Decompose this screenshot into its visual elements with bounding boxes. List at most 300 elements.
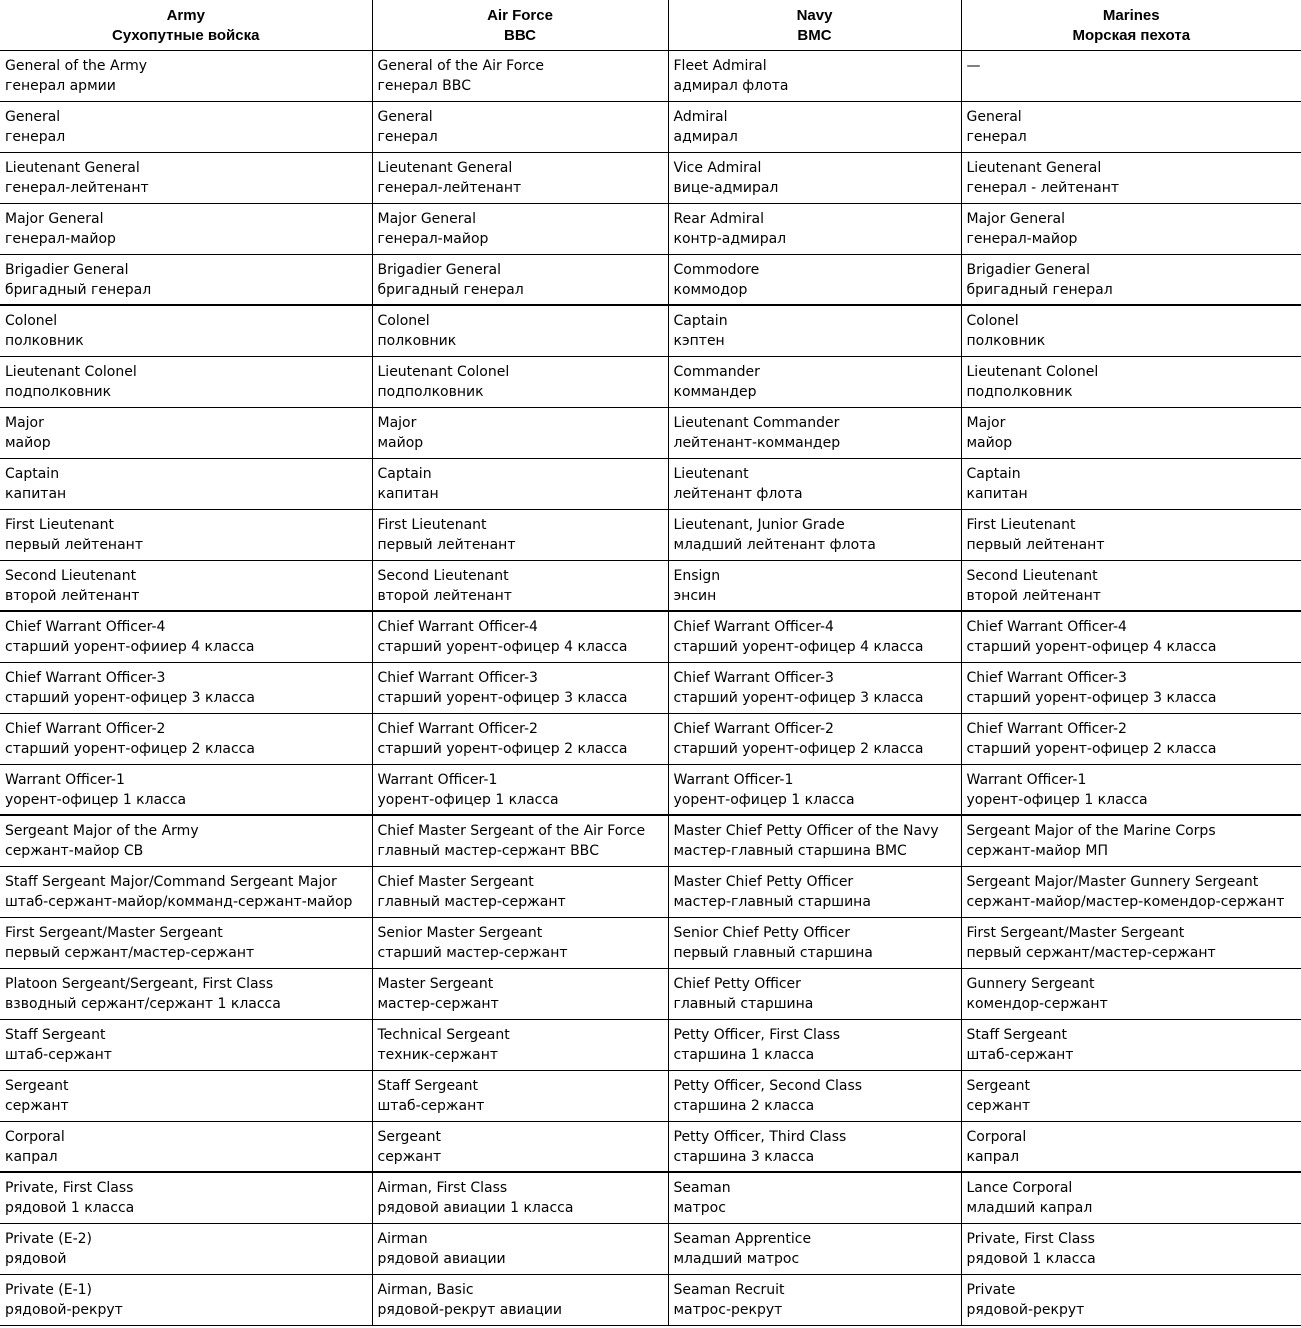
rank-name-en: General: [377, 108, 433, 125]
rank-name-en: Senior Master Sergeant: [377, 924, 543, 941]
rank-cell-army: [0, 1172, 372, 1223]
rank-name-en: Chief Warrant Officer-4: [5, 619, 166, 635]
rank-cell-marines: [961, 458, 1301, 509]
rank-name-en: General of the Air Force: [377, 57, 545, 74]
rank-cell-marines: [961, 152, 1301, 203]
rank-cell-marines: [961, 305, 1301, 356]
rank-name-ru: майор: [966, 434, 1013, 451]
rank-cell-army: [0, 305, 372, 356]
rank-name-en: Chief Warrant Officer-3: [377, 669, 538, 686]
rank-name-en: Second Lieutenant: [377, 567, 509, 584]
rank-name-ru: рядовой: [5, 1250, 67, 1267]
rank-name-ru: рядовой-рекрут: [966, 1301, 1085, 1318]
rank-name-ru: генерал-майор: [966, 230, 1078, 247]
rank-name-ru: сержант: [377, 1148, 442, 1165]
rank-name-en: General: [5, 108, 61, 125]
rank-name-ru: полковник: [377, 333, 457, 349]
rank-cell-air-force: [372, 764, 668, 815]
table-body: [0, 50, 1301, 1325]
rank-name-en: Lance Corporal: [966, 1180, 1073, 1196]
rank-name-en: Second Lieutenant: [5, 567, 137, 584]
column-header-en: Marines: [1102, 7, 1160, 24]
rank-cell-navy: [668, 611, 961, 662]
rank-name-ru: генерал: [5, 128, 66, 145]
rank-name-ru: уорент-офицер 1 класса: [377, 791, 559, 808]
table-row: [0, 356, 1301, 407]
rank-name-ru: старший уорент-офицер 4 класса: [377, 639, 628, 655]
rank-name-ru: первый сержант/мастер-сержант: [5, 944, 255, 961]
rank-name-en: Private, First Class: [966, 1230, 1095, 1247]
table-row: [0, 662, 1301, 713]
rank-name-ru: старшина 3 класса: [673, 1148, 815, 1165]
rank-name-ru: рядовой-рекрут: [5, 1301, 123, 1318]
rank-cell-marines: [961, 815, 1301, 866]
rank-name-en: Commodore: [673, 261, 760, 278]
rank-name-ru: рядовой авиации 1 класса: [377, 1200, 574, 1216]
rank-name-en: Warrant Officer-1: [966, 771, 1087, 788]
rank-name-en: Master Chief Petty Officer: [673, 873, 854, 890]
rank-cell-navy: [668, 560, 961, 611]
rank-cell-navy: [668, 1274, 961, 1325]
rank-name-ru: подполковник: [966, 383, 1073, 400]
rank-cell-marines: [961, 1070, 1301, 1121]
rank-cell-air-force: [372, 203, 668, 254]
rank-cell-marines: [961, 560, 1301, 611]
rank-cell-army: [0, 254, 372, 305]
rank-cell-marines: [961, 611, 1301, 662]
rank-cell-army: [0, 611, 372, 662]
rank-name-ru: генерал: [966, 128, 1027, 145]
rank-name-ru: взводный сержант/сержант 1 класса: [5, 995, 281, 1012]
rank-cell-air-force: [372, 458, 668, 509]
rank-name-en: Ensign: [673, 567, 721, 584]
column-header-army: [0, 0, 372, 50]
rank-name-en: Chief Master Sergeant: [377, 873, 534, 890]
rank-cell-air-force: [372, 1121, 668, 1172]
column-header-ru: ВВС: [504, 27, 536, 44]
rank-name-en: Seaman Apprentice: [673, 1230, 812, 1247]
rank-name-ru: главный мастер-сержант ВВС: [377, 843, 600, 859]
table-row: [0, 254, 1301, 305]
rank-name-ru: первый главный старшина: [673, 944, 873, 961]
rank-cell-army: [0, 152, 372, 203]
table-row: [0, 50, 1301, 101]
rank-cell-navy: [668, 1070, 961, 1121]
rank-cell-air-force: [372, 866, 668, 917]
rank-name-ru: сержант-майор/мастер-комендор-сержант: [966, 893, 1285, 910]
rank-name-en: Senior Chief Petty Officer: [673, 924, 850, 941]
rank-name-ru: генерал-лейтенант: [377, 179, 522, 196]
rank-name-en: Vice Admiral: [673, 159, 762, 176]
rank-cell-army: [0, 203, 372, 254]
rank-cell-marines: [961, 356, 1301, 407]
rank-name-ru: сержант-майор СВ: [5, 843, 144, 859]
rank-name-en: Brigadier General: [377, 261, 501, 278]
rank-cell-marines: [961, 662, 1301, 713]
rank-cell-army: [0, 356, 372, 407]
column-header-navy: [668, 0, 961, 50]
rank-cell-army: [0, 1070, 372, 1121]
rank-name-en: First Sergeant/Master Sergeant: [5, 924, 223, 941]
rank-name-en: First Sergeant/Master Sergeant: [966, 924, 1185, 941]
table-row: [0, 560, 1301, 611]
column-header-en: Army: [166, 7, 205, 24]
rank-name-en: Chief Warrant Officer-2: [5, 720, 166, 737]
rank-name-en: General of the Army: [5, 57, 148, 74]
rank-name-ru: майор: [377, 434, 424, 451]
rank-name-ru: младший лейтенант флота: [673, 536, 876, 553]
rank-name-ru: старший уорент-офицер 4 класса: [673, 639, 924, 655]
rank-name-en: Chief Warrant Officer-3: [966, 669, 1127, 686]
rank-name-ru: генерал-майор: [377, 230, 489, 247]
rank-name-en: Major General: [377, 210, 476, 227]
rank-name-ru: главный мастер-сержант: [377, 893, 566, 910]
rank-cell-marines: [961, 203, 1301, 254]
rank-name-ru: адмирал флота: [673, 77, 789, 94]
rank-cell-army: [0, 917, 372, 968]
rank-name-ru: старший уорент-офицер 2 класса: [377, 740, 628, 757]
rank-name-ru: генерал-майор: [5, 230, 116, 247]
rank-cell-navy: [668, 815, 961, 866]
rank-name-en: Second Lieutenant: [966, 567, 1098, 584]
rank-name-en: Colonel: [377, 313, 430, 329]
rank-name-ru: генерал: [377, 128, 438, 145]
rank-name-en: Chief Warrant Officer-4: [377, 619, 538, 635]
rank-name-en: Admiral: [673, 108, 728, 125]
rank-name-en: Warrant Officer-1: [673, 771, 794, 788]
rank-cell-air-force: [372, 1274, 668, 1325]
rank-name-en: Chief Petty Officer: [673, 975, 801, 992]
rank-cell-air-force: [372, 356, 668, 407]
rank-name-en: Chief Warrant Officer-4: [673, 619, 834, 635]
rank-name-ru: старший уорент-офицер 2 класса: [966, 740, 1217, 757]
table-row: [0, 1019, 1301, 1070]
rank-name-ru: второй лейтенант: [377, 587, 512, 604]
rank-name-en: Petty Officer, Third Class: [673, 1128, 847, 1145]
rank-name-en: —: [966, 57, 981, 74]
rank-cell-army: [0, 764, 372, 815]
table-row: [0, 764, 1301, 815]
rank-name-ru: сержант-майор МП: [966, 843, 1108, 859]
rank-name-ru: подполковник: [377, 383, 484, 400]
rank-name-ru: мастер-сержант: [377, 995, 499, 1012]
rank-cell-air-force: [372, 917, 668, 968]
table-row: [0, 968, 1301, 1019]
table-row: [0, 1172, 1301, 1223]
rank-cell-army: [0, 1019, 372, 1070]
rank-name-ru: генерал - лейтенант: [966, 179, 1120, 196]
rank-name-ru: капитан: [377, 485, 439, 502]
rank-cell-marines: [961, 407, 1301, 458]
rank-cell-navy: [668, 152, 961, 203]
rank-cell-marines: [961, 1019, 1301, 1070]
rank-name-ru: бригадный генерал: [966, 281, 1113, 298]
rank-name-en: Colonel: [966, 313, 1019, 329]
rank-name-ru: полковник: [5, 333, 84, 349]
column-header-ru: Морская пехота: [1072, 27, 1191, 44]
rank-name-en: Chief Warrant Officer-4: [966, 619, 1127, 635]
rank-name-ru: бригадный генерал: [5, 281, 152, 298]
rank-name-ru: старший уорент-офицер 3 класса: [5, 689, 255, 706]
table-row: [0, 407, 1301, 458]
rank-name-ru: уорент-офицер 1 класса: [966, 791, 1148, 808]
rank-name-en: Colonel: [5, 313, 58, 329]
rank-name-ru: старший уорент-офицер 2 класса: [5, 740, 255, 757]
rank-name-ru: первый лейтенант: [966, 536, 1105, 553]
rank-name-en: Chief Warrant Officer-2: [966, 720, 1127, 737]
rank-name-en: Staff Sergeant: [377, 1077, 479, 1094]
rank-cell-navy: [668, 305, 961, 356]
rank-cell-navy: [668, 1121, 961, 1172]
rank-cell-navy: [668, 1019, 961, 1070]
table-row: [0, 152, 1301, 203]
rank-cell-navy: [668, 356, 961, 407]
rank-name-ru: второй лейтенант: [5, 587, 140, 604]
table-row: [0, 509, 1301, 560]
rank-cell-air-force: [372, 1019, 668, 1070]
rank-name-en: Private: [966, 1281, 1016, 1298]
rank-name-en: Chief Warrant Officer-3: [5, 669, 166, 686]
rank-cell-air-force: [372, 1070, 668, 1121]
rank-name-ru: контр-адмирал: [673, 230, 787, 247]
rank-cell-air-force: [372, 713, 668, 764]
rank-name-ru: первый лейтенант: [377, 536, 516, 553]
rank-cell-army: [0, 1274, 372, 1325]
rank-name-en: Sergeant Major/Master Gunnery Sergeant: [966, 873, 1259, 890]
rank-name-ru: подполковник: [5, 383, 112, 400]
rank-cell-marines: [961, 917, 1301, 968]
rank-name-ru: старший уорент-офицер 4 класса: [966, 639, 1217, 655]
rank-name-ru: мастер-главный старшина ВМС: [673, 843, 907, 859]
rank-name-en: First Lieutenant: [5, 516, 115, 533]
rank-name-ru: капитан: [5, 485, 67, 502]
rank-cell-army: [0, 407, 372, 458]
table-row: [0, 203, 1301, 254]
rank-name-ru: уорент-офицер 1 класса: [673, 791, 855, 808]
rank-cell-army: [0, 101, 372, 152]
table-row: [0, 101, 1301, 152]
table-row: [0, 866, 1301, 917]
rank-cell-navy: [668, 1223, 961, 1274]
rank-name-ru: комендор-сержант: [966, 995, 1108, 1012]
rank-cell-air-force: [372, 254, 668, 305]
rank-name-en: Captain: [377, 465, 432, 482]
rank-cell-navy: [668, 203, 961, 254]
rank-name-en: Master Chief Petty Officer of the Navy: [673, 823, 939, 839]
table-row: [0, 1070, 1301, 1121]
rank-cell-air-force: [372, 968, 668, 1019]
rank-name-en: Platoon Sergeant/Sergeant, First Class: [5, 975, 274, 992]
rank-name-ru: рядовой 1 класса: [5, 1200, 135, 1216]
header-row: [0, 0, 1301, 50]
rank-cell-marines: [961, 713, 1301, 764]
rank-cell-navy: [668, 968, 961, 1019]
rank-name-ru: капрал: [5, 1148, 58, 1165]
rank-name-ru: штаб-сержант-майор/комманд-сержант-майор: [5, 893, 353, 910]
rank-name-ru: сержант: [5, 1097, 69, 1114]
rank-name-ru: генерал армии: [5, 77, 116, 94]
table-row: [0, 305, 1301, 356]
rank-cell-marines: [961, 254, 1301, 305]
rank-cell-navy: [668, 1172, 961, 1223]
rank-name-en: Lieutenant Commander: [673, 414, 840, 431]
rank-cell-navy: [668, 101, 961, 152]
rank-cell-army: [0, 1121, 372, 1172]
rank-name-ru: штаб-сержант: [966, 1046, 1074, 1063]
rank-cell-air-force: [372, 560, 668, 611]
rank-cell-marines: [961, 1274, 1301, 1325]
rank-name-ru: старшина 2 класса: [673, 1097, 815, 1114]
rank-name-en: Fleet Admiral: [673, 57, 767, 74]
rank-name-en: Technical Sergeant: [377, 1026, 510, 1043]
rank-cell-army: [0, 509, 372, 560]
rank-name-ru: второй лейтенант: [966, 587, 1101, 604]
rank-name-ru: вице-адмирал: [673, 179, 779, 196]
rank-name-en: Airman, Basic: [377, 1281, 474, 1298]
rank-name-en: Staff Sergeant: [5, 1026, 106, 1043]
table-row: [0, 1121, 1301, 1172]
rank-cell-army: [0, 560, 372, 611]
rank-name-ru: лейтенант флота: [673, 485, 803, 502]
rank-name-ru: энсин: [673, 587, 717, 604]
rank-name-en: Gunnery Sergeant: [966, 975, 1095, 992]
rank-name-en: Lieutenant General: [377, 159, 513, 176]
rank-cell-navy: [668, 509, 961, 560]
rank-name-en: Brigadier General: [5, 261, 129, 278]
rank-cell-air-force: [372, 407, 668, 458]
rank-cell-navy: [668, 713, 961, 764]
rank-name-en: Corporal: [5, 1128, 65, 1145]
rank-name-ru: старший уорент-офицер 3 класса: [673, 689, 924, 706]
rank-cell-marines: [961, 764, 1301, 815]
rank-name-en: First Lieutenant: [966, 516, 1076, 533]
rank-name-ru: капитан: [966, 485, 1028, 502]
rank-name-en: Lieutenant General: [966, 159, 1102, 176]
rank-name-ru: главный старшина: [673, 995, 814, 1012]
rank-name-ru: старший уорент-офииер 4 класса: [5, 639, 255, 655]
column-header-en: Navy: [796, 7, 833, 24]
rank-name-en: Major General: [966, 210, 1065, 227]
rank-name-en: Private, First Class: [5, 1180, 134, 1196]
rank-name-en: First Lieutenant: [377, 516, 487, 533]
rank-name-en: Seaman: [673, 1180, 731, 1196]
rank-cell-air-force: [372, 50, 668, 101]
rank-name-ru: старшина 1 класса: [673, 1046, 815, 1063]
rank-name-en: Seaman Recruit: [673, 1281, 785, 1298]
rank-name-en: General: [966, 108, 1022, 125]
rank-name-en: Petty Officer, Second Class: [673, 1077, 863, 1094]
rank-cell-army: [0, 968, 372, 1019]
rank-name-en: Warrant Officer-1: [5, 771, 125, 788]
rank-cell-navy: [668, 764, 961, 815]
rank-name-en: Private (E-1): [5, 1281, 92, 1298]
rank-cell-marines: [961, 1121, 1301, 1172]
rank-name-ru: лейтенант-коммандер: [673, 434, 841, 451]
rank-name-ru: бригадный генерал: [377, 281, 524, 298]
rank-name-en: Airman, First Class: [377, 1180, 508, 1196]
rank-cell-army: [0, 50, 372, 101]
rank-cell-army: [0, 1223, 372, 1274]
rank-name-en: Chief Master Sergeant of the Air Force: [377, 823, 646, 839]
rank-cell-army: [0, 866, 372, 917]
rank-name-ru: генерал ВВС: [377, 77, 472, 94]
rank-cell-navy: [668, 866, 961, 917]
rank-name-en: Rear Admiral: [673, 210, 764, 227]
rank-name-en: Lieutenant Colonel: [377, 363, 510, 380]
table-row: [0, 815, 1301, 866]
table-header: [0, 0, 1301, 50]
rank-cell-air-force: [372, 152, 668, 203]
rank-name-ru: старший уорент-офицер 3 класса: [966, 689, 1217, 706]
column-header-ru: ВМС: [797, 27, 832, 44]
rank-name-ru: майор: [5, 434, 51, 451]
rank-name-ru: капрал: [966, 1148, 1020, 1165]
rank-name-ru: полковник: [966, 333, 1046, 349]
rank-cell-air-force: [372, 1172, 668, 1223]
rank-cell-marines: [961, 866, 1301, 917]
table-row: [0, 917, 1301, 968]
column-header-marines: [961, 0, 1301, 50]
rank-name-en: Lieutenant General: [5, 159, 140, 176]
rank-name-ru: старший уорент-офицер 2 класса: [673, 740, 924, 757]
rank-name-ru: рядовой 1 класса: [966, 1250, 1096, 1267]
rank-cell-air-force: [372, 611, 668, 662]
rank-cell-air-force: [372, 305, 668, 356]
rank-cell-marines: [961, 101, 1301, 152]
rank-name-ru: коммандер: [673, 383, 757, 400]
rank-name-ru: первый лейтенант: [5, 536, 143, 553]
rank-name-en: Captain: [966, 465, 1021, 482]
rank-name-en: Brigadier General: [966, 261, 1090, 278]
rank-name-ru: кэптен: [673, 333, 725, 349]
rank-name-ru: старший мастер-сержант: [377, 944, 568, 961]
rank-cell-marines: [961, 968, 1301, 1019]
column-header-en: Air Force: [487, 7, 553, 24]
rank-name-ru: сержант: [966, 1097, 1031, 1114]
rank-name-en: Master Sergeant: [377, 975, 494, 992]
rank-cell-army: [0, 662, 372, 713]
rank-cell-air-force: [372, 662, 668, 713]
rank-name-ru: штаб-сержант: [5, 1046, 112, 1063]
rank-name-ru: коммодор: [673, 281, 748, 298]
rank-name-ru: уорент-офицер 1 класса: [5, 791, 187, 808]
rank-cell-air-force: [372, 1223, 668, 1274]
rank-cell-marines: [961, 509, 1301, 560]
rank-cell-marines: [961, 50, 1301, 101]
column-header-air-force: [372, 0, 668, 50]
rank-name-en: Chief Warrant Officer-2: [673, 720, 834, 737]
rank-name-ru: рядовой-рекрут авиации: [377, 1301, 562, 1318]
rank-name-ru: техник-сержант: [377, 1046, 499, 1063]
rank-name-ru: матрос-рекрут: [673, 1301, 783, 1318]
rank-name-ru: адмирал: [673, 128, 738, 145]
rank-cell-navy: [668, 458, 961, 509]
rank-cell-navy: [668, 50, 961, 101]
rank-name-ru: матрос: [673, 1200, 726, 1216]
rank-name-en: Sergeant Major of the Army: [5, 823, 199, 839]
table-row: [0, 458, 1301, 509]
rank-cell-marines: [961, 1172, 1301, 1223]
rank-name-en: Lieutenant Colonel: [5, 363, 137, 380]
rank-name-ru: генерал-лейтенант: [5, 179, 149, 196]
rank-cell-army: [0, 458, 372, 509]
rank-name-en: Major: [377, 414, 417, 431]
rank-name-en: Sergeant: [377, 1128, 441, 1145]
rank-name-en: Sergeant: [5, 1077, 69, 1094]
table-row: [0, 1274, 1301, 1325]
rank-name-en: Private (E-2): [5, 1230, 92, 1247]
rank-cell-air-force: [372, 509, 668, 560]
